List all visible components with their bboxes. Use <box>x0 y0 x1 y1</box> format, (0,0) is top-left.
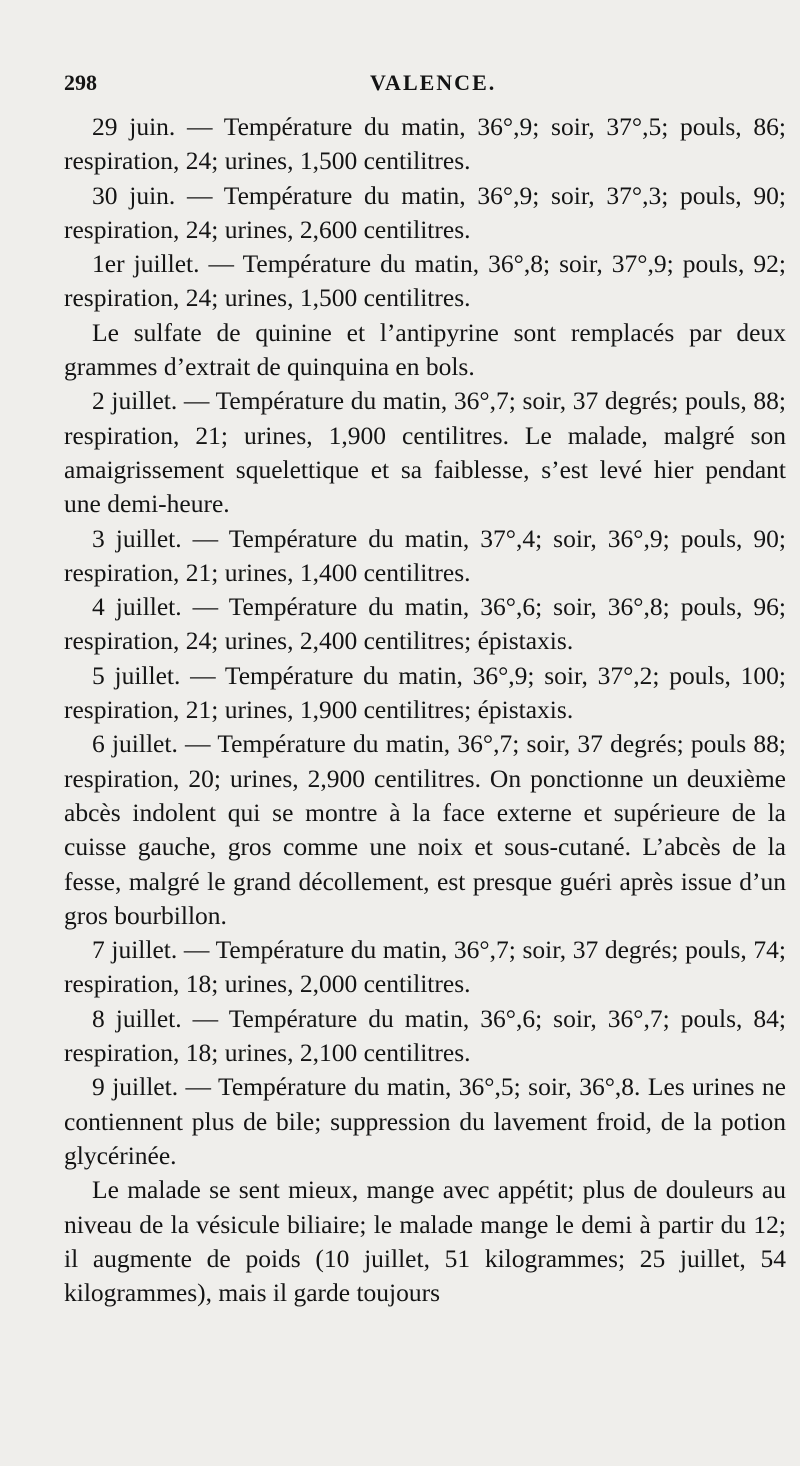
paragraph-malade-mieux: Le malade se sent mieux, mange avec appétit; plus de douleurs au niveau de la vésicule biliaire; le malade mange le demi à partir du 12; il augmente de poids (10 juillet, 51 kilogrammes; 25 juillet, 54 kilogrammes), mais il garde toujours <box>64 1175 786 1308</box>
paragraph-2-juillet: 2 juillet. — Température du matin, 36°,7; soir, 37 degrés; pouls, 88; respiration, 21; urines, 1,900 centilitres. Le malade, malgré son amaigrissement squelettique et sa faiblesse, s’est levé hier pendant une demi-heure. <box>64 386 786 519</box>
paragraph-8-juillet: 8 juillet. — Température du matin, 36°,6; soir, 36°,7; pouls, 84; respiration, 18; urines, 2,100 centilitres. <box>64 1003 786 1068</box>
page-number: 298 <box>64 70 97 95</box>
paragraph-quinquina: Le sulfate de quinine et l’antipyrine sont remplacés par deux grammes d’extrait de quinquina en bols. <box>64 317 786 382</box>
page-body <box>64 110 786 1310</box>
paragraph-5-juillet: 5 juillet. — Température du matin, 36°,9; soir, 37°,2; pouls, 100; respiration, 21; urines, 1,900 centilitres; épistaxis. <box>64 660 786 725</box>
paragraph-30-juin: 30 juin. — Température du matin, 36°,9; soir, 37°,3; pouls, 90; respiration, 24; urines, 2,600 centilitres. <box>64 180 786 244</box>
paragraph-4-juillet: 4 juillet. — Température du matin, 36°,6; soir, 36°,8; pouls, 96; respiration, 24; urines, 2,400 centilitres; épistaxis. <box>64 592 786 656</box>
paragraph-1-juillet: 1er juillet. — Température du matin, 36°,8; soir, 37°,9; pouls, 92; respiration, 24; urines, 1,500 centilitres. <box>64 249 786 313</box>
paragraph-7-juillet: 7 juillet. — Température du matin, 36°,7; soir, 37 degrés; pouls, 74; respiration, 18; urines, 2,000 centilitres. <box>64 935 786 999</box>
paragraph-29-juin: 29 juin. — Température du matin, 36°,9; soir, 37°,5; pouls, 86; respiration, 24; urines, 1,500 centilitres. <box>64 112 786 176</box>
page-header <box>64 70 710 100</box>
running-head: VALENCE. <box>370 70 497 95</box>
paragraph-6-juillet: 6 juillet. — Température du matin, 36°,7; soir, 37 degrés; pouls 88; respiration, 20; urines, 2,900 centilitres. On ponctionne un deuxième abcès indolent qui se montre à la face externe et supérieure de la cuisse gauche, gros comme une noix et sous-cutané. L’abcès de la fesse, malgré le grand décollement, est presque guéri après issue d’un gros bourbillon. <box>64 729 786 930</box>
paragraph-3-juillet: 3 juillet. — Température du matin, 37°,4; soir, 36°,9; pouls, 90; respiration, 21; urines, 1,400 centilitres. <box>64 523 786 587</box>
paragraph-9-juillet: 9 juillet. — Température du matin, 36°,5; soir, 36°,8. Les urines ne contiennent plus de bile; suppression du lavement froid, de la potion glycérinée. <box>64 1072 786 1170</box>
